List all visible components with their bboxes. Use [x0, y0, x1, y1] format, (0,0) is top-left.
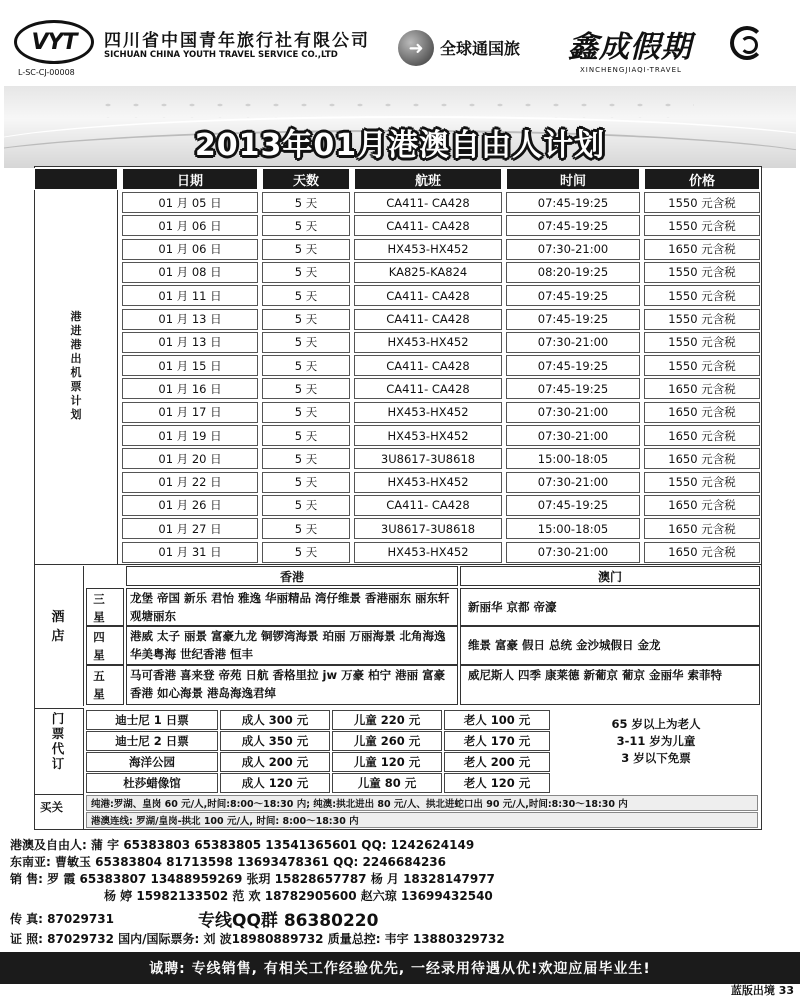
flight-cell-time: 07:30-21:00 [506, 332, 640, 353]
flight-cell-price: 1650 元含税 [644, 402, 760, 423]
flight-cell-date: 01 月 19 日 [122, 425, 258, 446]
flight-cell-date: 01 月 05 日 [122, 192, 258, 213]
flight-cell-days: 5 天 [262, 192, 350, 213]
flight-cell-time: 07:45-19:25 [506, 192, 640, 213]
flight-side-label-text: 港进港出机票计划 [70, 310, 82, 421]
customs-line-1: 纯港:罗湖、皇岗 60 元/人,时间:8:00～18:30 内; 纯澳:拱北进出 80 元/人、拱北进蛇口出 90 元/人,时间:8:30～18:30 内 [86, 795, 758, 811]
hotel-label-text: 酒店 [51, 610, 65, 644]
flight-cell-price: 1650 元含税 [644, 239, 760, 260]
flight-cell-flight: CA411- CA428 [354, 309, 502, 330]
flight-cell-time: 07:30-21:00 [506, 472, 640, 493]
flight-cell-time: 07:45-19:25 [506, 215, 640, 236]
flight-cell-days: 5 天 [262, 518, 350, 539]
hotel-list-mo: 新丽华 京都 帝濠 [468, 600, 557, 614]
flight-cell-price: 1550 元含税 [644, 355, 760, 376]
flight-cell-time: 07:45-19:25 [506, 355, 640, 376]
flight-cell-price: 1550 元含税 [644, 215, 760, 236]
flight-cell-days: 5 天 [262, 355, 350, 376]
flight-cell-date: 01 月 11 日 [122, 285, 258, 306]
flight-cell-flight: 3U8617-3U8618 [354, 448, 502, 469]
flight-cell-flight: CA411- CA428 [354, 215, 502, 236]
hotel-header-mo: 澳门 [460, 566, 760, 586]
global-label: 全球通国旅 [440, 39, 521, 58]
flight-cell-price: 1550 元含税 [644, 285, 760, 306]
flight-cell-days: 5 天 [262, 542, 350, 563]
company-logo: VYT [14, 20, 94, 64]
ticket-cell-name: 海洋公园 [86, 752, 218, 772]
ticket-cell-adult: 成人 120 元 [220, 773, 330, 793]
flight-cell-date: 01 月 26 日 [122, 495, 258, 516]
col-header-price: 价格 [644, 168, 760, 190]
flight-cell-flight: HX453-HX452 [354, 402, 502, 423]
ticket-cell-adult: 成人 200 元 [220, 752, 330, 772]
contact-line-license: 证 照: 87029732 国内/国际票务: 刘 波18980889732 质量总控: 韦宇 13880329732 [10, 932, 505, 946]
flight-cell-flight: CA411- CA428 [354, 355, 502, 376]
flight-cell-time: 08:20-19:25 [506, 262, 640, 283]
flight-cell-flight: HX453-HX452 [354, 239, 502, 260]
flight-cell-price: 1650 元含税 [644, 425, 760, 446]
flight-cell-days: 5 天 [262, 402, 350, 423]
flight-cell-date: 01 月 13 日 [122, 332, 258, 353]
flight-cell-time: 07:30-21:00 [506, 239, 640, 260]
ticket-cell-name: 迪士尼 1 日票 [86, 710, 218, 730]
ticket-cell-child: 儿童 120 元 [332, 752, 442, 772]
flight-cell-flight: KA825-KA824 [354, 262, 502, 283]
ticket-notes [556, 716, 756, 767]
flight-cell-days: 5 天 [262, 448, 350, 469]
flight-cell-price: 1550 元含税 [644, 192, 760, 213]
flight-cell-days: 5 天 [262, 472, 350, 493]
hotel-star-level: 三星 [93, 592, 105, 624]
ticket-cell-child: 儿童 220 元 [332, 710, 442, 730]
flight-side-label [34, 190, 118, 564]
flight-cell-days: 5 天 [262, 262, 350, 283]
ticket-cell-child: 儿童 260 元 [332, 731, 442, 751]
hotel-list-hk: 港威 太子 丽景 富豪九龙 铜锣湾海景 珀丽 万丽海景 北角海逸 华美粤海 世纪香港 恒丰 [130, 629, 446, 661]
ticket-cell-senior: 老人 100 元 [444, 710, 550, 730]
flight-cell-price: 1550 元含税 [644, 332, 760, 353]
contact-line-sales: 销 售: 罗 霞 65383807 13488959269 张玥 15828657787 杨 月 18328147977 [10, 872, 495, 886]
ticket-cell-name: 杜莎蜡像馆 [86, 773, 218, 793]
swirl-icon [730, 26, 764, 60]
ticket-cell-child: 儿童 80 元 [332, 773, 442, 793]
flight-cell-flight: HX453-HX452 [354, 425, 502, 446]
flight-cell-days: 5 天 [262, 239, 350, 260]
flight-cell-flight: CA411- CA428 [354, 378, 502, 399]
flight-cell-date: 01 月 06 日 [122, 239, 258, 260]
flight-cell-price: 1650 元含税 [644, 495, 760, 516]
hotel-star-cell [86, 626, 124, 665]
ticket-cell-senior: 老人 200 元 [444, 752, 550, 772]
hotel-list-mo: 威尼斯人 四季 康莱德 新葡京 葡京 金丽华 索菲特 [468, 668, 723, 682]
flight-cell-price: 1550 元含税 [644, 472, 760, 493]
flight-cell-flight: HX453-HX452 [354, 542, 502, 563]
flight-cell-price: 1550 元含税 [644, 309, 760, 330]
flight-cell-flight: CA411- CA428 [354, 285, 502, 306]
flight-cell-days: 5 天 [262, 332, 350, 353]
flight-cell-date: 01 月 20 日 [122, 448, 258, 469]
flight-cell-date: 01 月 27 日 [122, 518, 258, 539]
flight-cell-flight: 3U8617-3U8618 [354, 518, 502, 539]
page-title: 2013年01月港澳自由人计划 [194, 128, 606, 163]
flight-cell-price: 1650 元含税 [644, 542, 760, 563]
flight-cell-date: 01 月 22 日 [122, 472, 258, 493]
flight-cell-date: 01 月 06 日 [122, 215, 258, 236]
arrow-globe-icon: ➜ [398, 30, 434, 66]
col-header-time: 时间 [506, 168, 640, 190]
qq-group: 专线QQ群 86380220 [198, 911, 379, 931]
recruitment-banner: 诚聘: 专线销售, 有相关工作经验优先, 一经录用待遇从优!欢迎应届毕业生! [0, 952, 800, 984]
tickets-label [34, 708, 84, 794]
hotel-list-mo: 维景 富豪 假日 总统 金沙城假日 金龙 [468, 638, 661, 652]
flight-cell-price: 1650 元含税 [644, 448, 760, 469]
hotel-star-level: 四星 [93, 630, 105, 662]
flight-cell-date: 01 月 13 日 [122, 309, 258, 330]
hotel-header-hk: 香港 [126, 566, 458, 586]
ticket-note: 3-11 岁为儿童 [616, 734, 696, 748]
flight-cell-flight: CA411- CA428 [354, 495, 502, 516]
hotel-star-level: 五星 [93, 669, 105, 701]
title-banner [4, 86, 796, 168]
page-footer: 蓝版出境 33 [730, 984, 794, 997]
hotel-star-cell [86, 665, 124, 705]
flight-cell-time: 07:45-19:25 [506, 495, 640, 516]
customs-line-2: 港澳连线: 罗湖/皇岗-拱北 100 元/人, 时间: 8:00～18:30 内 [86, 812, 758, 828]
flight-cell-days: 5 天 [262, 378, 350, 399]
flight-cell-date: 01 月 31 日 [122, 542, 258, 563]
col-header-days: 天数 [262, 168, 350, 190]
customs-label [34, 794, 84, 830]
flight-cell-price: 1650 元含税 [644, 518, 760, 539]
customs-label-text: 买关 [40, 800, 63, 814]
flight-cell-time: 07:45-19:25 [506, 309, 640, 330]
hotel-list-hk: 龙堡 帝国 新乐 君怡 雅逸 华丽精品 湾仔维景 香港丽东 丽东轩 观塘丽东 [130, 591, 450, 623]
flight-cell-date: 01 月 08 日 [122, 262, 258, 283]
flight-cell-days: 5 天 [262, 495, 350, 516]
flight-cell-days: 5 天 [262, 215, 350, 236]
flight-cell-time: 07:30-21:00 [506, 542, 640, 563]
ticket-cell-senior: 老人 170 元 [444, 731, 550, 751]
flight-cell-time: 15:00-18:05 [506, 448, 640, 469]
flight-cell-time: 07:45-19:25 [506, 285, 640, 306]
table-corner [34, 168, 118, 190]
contact-fax: 传 真: 87029731 [10, 912, 114, 926]
ticket-cell-name: 迪士尼 2 日票 [86, 731, 218, 751]
col-header-flight: 航班 [354, 168, 502, 190]
flight-cell-price: 1550 元含税 [644, 262, 760, 283]
ticket-cell-adult: 成人 300 元 [220, 710, 330, 730]
flight-cell-price: 1650 元含税 [644, 378, 760, 399]
flight-cell-days: 5 天 [262, 425, 350, 446]
flight-cell-flight: HX453-HX452 [354, 472, 502, 493]
brand-logo: 鑫成假期 [568, 30, 692, 65]
ticket-cell-adult: 成人 350 元 [220, 731, 330, 751]
col-header-date: 日期 [122, 168, 258, 190]
flight-cell-flight: CA411- CA428 [354, 192, 502, 213]
flight-cell-date: 01 月 15 日 [122, 355, 258, 376]
contact-line-sales-2: 杨 婷 15982133502 范 欢 18782905600 赵六琼 13699432540 [104, 889, 493, 903]
flight-cell-flight: HX453-HX452 [354, 332, 502, 353]
flight-cell-time: 15:00-18:05 [506, 518, 640, 539]
contact-line-sea: 东南亚: 曹敏玉 65383804 81713598 13693478361 QQ: 2246684236 [10, 855, 447, 869]
company-name-en: SICHUAN CHINA YOUTH TRAVEL SERVICE CO.,LTD [104, 50, 338, 60]
header [0, 0, 800, 88]
ticket-cell-senior: 老人 120 元 [444, 773, 550, 793]
hotel-label [34, 566, 84, 706]
decor-dots [94, 98, 694, 118]
flight-cell-time: 07:30-21:00 [506, 402, 640, 423]
hotel-list-hk: 马可香港 喜来登 帝苑 日航 香格里拉 jw 万豪 柏宁 港丽 富豪香港 如心海景 港岛海逸君绰 [130, 668, 446, 700]
flight-cell-date: 01 月 17 日 [122, 402, 258, 423]
tickets-label-text: 门票代订 [51, 711, 65, 771]
flight-cell-time: 07:45-19:25 [506, 378, 640, 399]
ticket-note: 65 岁以上为老人 [611, 717, 701, 731]
contact-line-hkmo: 港澳及自由人: 蒲 宇 65383803 65383805 13541365601 QQ: 1242624149 [10, 838, 475, 852]
flight-cell-days: 5 天 [262, 309, 350, 330]
flight-cell-date: 01 月 16 日 [122, 378, 258, 399]
license-number: L-SC-CJ-00008 [18, 68, 75, 77]
ticket-note: 3 岁以下免票 [621, 751, 691, 765]
flight-cell-days: 5 天 [262, 285, 350, 306]
brand-subtitle: XINCHENGJIAQI-TRAVEL [580, 66, 682, 74]
flight-cell-time: 07:30-21:00 [506, 425, 640, 446]
hotel-star-cell [86, 588, 124, 626]
company-name-cn: 四川省中国青年旅行社有限公司 [104, 31, 370, 51]
